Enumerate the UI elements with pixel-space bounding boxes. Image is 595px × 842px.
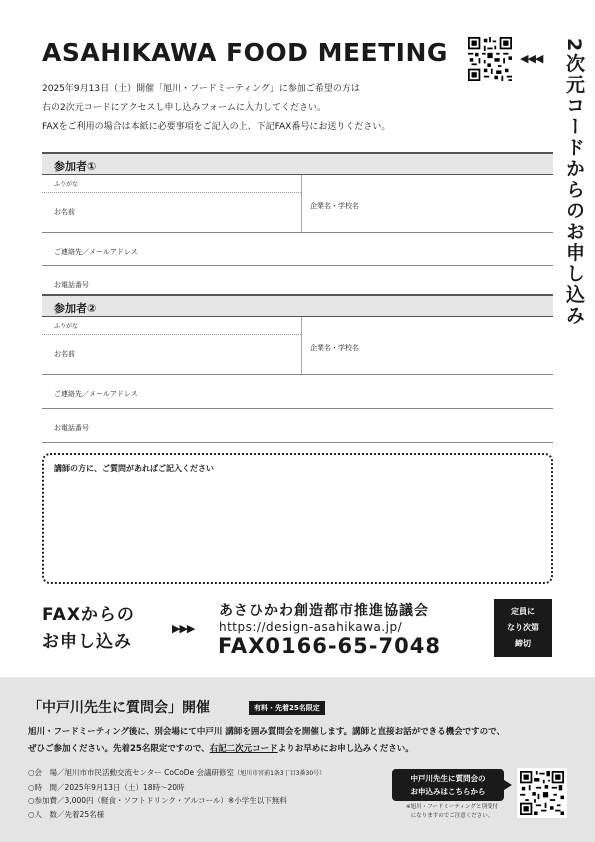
capacity-line: ○人 数／先着25名様 — [28, 809, 105, 819]
participant-2-form — [42, 294, 553, 443]
question-label: 講師の方に、ご質問があればご記入ください — [54, 464, 214, 473]
desc-underline: 右記二次元コード — [209, 744, 278, 754]
deadline-badge — [494, 599, 552, 657]
desc-text: ぜひご参加ください。先着25名限定ですので、 — [28, 744, 210, 754]
question-textarea[interactable] — [42, 453, 553, 584]
intro-text — [42, 80, 502, 137]
event-description — [28, 724, 568, 758]
website-link[interactable]: https://design-asahikawa.jp/ — [219, 620, 403, 634]
contact-field[interactable]: ご連絡先／メールアドレス — [42, 375, 553, 409]
participant-1-form — [42, 152, 553, 299]
limited-badge: 有料・先着25名限定 — [249, 701, 325, 715]
page-title: ASAHIKAWA FOOD MEETING — [42, 38, 448, 67]
participant-heading: 参加者② — [42, 294, 553, 317]
venue-address: （旭川市宮前1条3丁目3番30号） — [234, 770, 326, 777]
qr-code-icon[interactable] — [468, 37, 512, 81]
desc-text: よりお早めにお申し込みください。 — [277, 744, 414, 754]
fax-number: FAX0166-65-7048 — [218, 634, 441, 658]
company-field[interactable]: 企業名・学校名 — [310, 344, 359, 352]
organization-name: あさひかわ創造都市推進協議会 — [219, 603, 429, 619]
company-field[interactable]: 企業名・学校名 — [310, 202, 359, 210]
event-section — [0, 677, 595, 842]
contact-field[interactable]: ご連絡先／メールアドレス — [42, 233, 553, 266]
fax-label — [42, 602, 135, 656]
note-line: になりますのでご注意ください。 — [410, 813, 494, 819]
signup-pill — [392, 769, 504, 801]
name-company-row — [42, 317, 553, 375]
participant-heading: 参加者① — [42, 152, 553, 175]
deadline-line: 締切 — [515, 639, 531, 648]
pill-line: お申込みはこちらから — [410, 787, 486, 796]
note-line: ※旭川・フードミーティングと別受付 — [405, 804, 498, 810]
deadline-line: なり次第 — [507, 623, 539, 632]
qr-code-icon[interactable] — [517, 768, 567, 818]
name-label: お名前 — [54, 208, 75, 216]
name-field[interactable] — [42, 175, 302, 232]
name-company-row — [42, 175, 553, 233]
intro-line: 2025年9月13日（土）開催「旭川・フードミーティング」に参加ご希望の方は — [42, 84, 360, 94]
arrows-left-icon: ◀◀◀ — [520, 52, 543, 65]
event-details — [28, 766, 325, 821]
venue-text: ○会 場／旭川市市民活動交流センター CoCoDe 会議研修室 — [28, 768, 235, 777]
intro-line: FAXをご利用の場合は本紙に必要事項をご記入の上、下記FAX番号にお送りください。 — [42, 122, 391, 132]
name-label: お名前 — [54, 350, 75, 358]
venue-line — [28, 766, 325, 781]
time-line: ○時 間／2025年9月13日（土）18時〜20時 — [28, 782, 185, 792]
phone-field[interactable]: お電話番号 — [42, 266, 553, 299]
name-field[interactable] — [42, 317, 302, 374]
separate-note — [392, 803, 512, 821]
vertical-heading: 2次元コードからのお申し込み — [563, 38, 585, 327]
phone-field[interactable]: お電話番号 — [42, 409, 553, 443]
desc-line — [28, 741, 568, 758]
intro-line: 右の2次元コードにアクセスし申し込みフォームに入力してください。 — [42, 103, 327, 113]
pill-line: 中戸川先生に質問会の — [410, 774, 486, 783]
furigana-field[interactable]: ふりがな — [42, 175, 301, 193]
deadline-line: 定員に — [511, 607, 535, 616]
furigana-field[interactable]: ふりがな — [42, 317, 301, 335]
fax-label-line: お申し込み — [42, 632, 132, 652]
fee-line: ○参加費／3,000円（軽食・ソフトドリンク・アルコール）※小学生以下無料 — [28, 796, 287, 805]
fax-label-line: FAXからの — [42, 605, 135, 625]
desc-line: 旭川・フードミーティング後に、別会場にて中戸川 講師を囲み質問会を開催します。講師と直接お話ができる機会ですので、 — [28, 727, 506, 737]
arrows-right-icon: ▶▶▶ — [172, 622, 195, 635]
event-title: 「中戸川先生に質問会」開催 — [28, 700, 210, 716]
